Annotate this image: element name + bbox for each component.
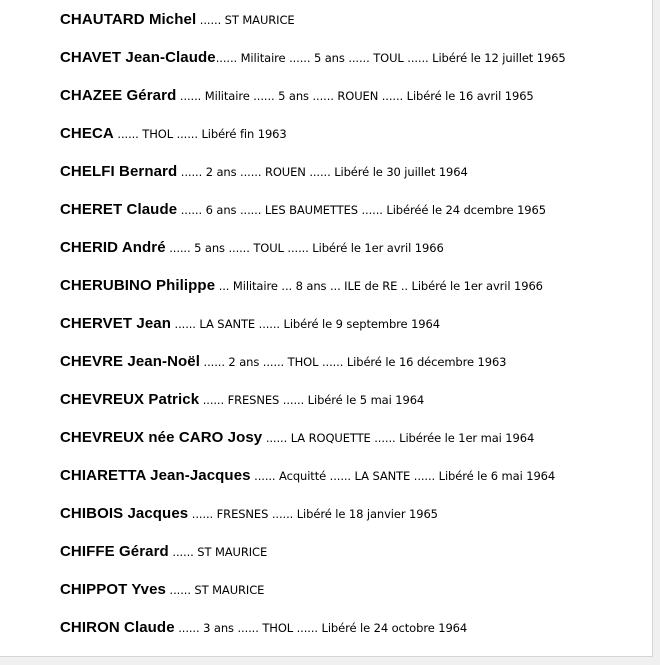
list-item bbox=[60, 314, 566, 352]
entry-detail: ...... LA SANTE ...... Libéré le 9 septembre 1964 bbox=[170, 317, 440, 331]
list-item bbox=[60, 428, 566, 466]
list-item bbox=[60, 86, 566, 124]
entry-detail: ...... ST MAURICE bbox=[165, 583, 265, 597]
list-item bbox=[60, 466, 566, 504]
entry-name: CHEVREUX née CARO Josy bbox=[60, 429, 263, 446]
entry-name: CHEVREUX Patrick bbox=[60, 391, 200, 408]
entry-name: CHIRON Claude bbox=[60, 619, 175, 636]
entry-detail: ...... 2 ans ...... THOL ...... Libéré le 16 décembre 1963 bbox=[199, 355, 507, 369]
entry-detail: ...... 3 ans ...... THOL ...... Libéré le 24 octobre 1964 bbox=[174, 621, 468, 635]
list-item bbox=[60, 352, 566, 390]
entry-name: CHAUTARD Michel bbox=[60, 11, 197, 28]
list-item bbox=[60, 542, 566, 580]
list-item bbox=[60, 200, 566, 238]
entry-detail: ...... ST MAURICE bbox=[196, 13, 295, 27]
entry-name: CHERVET Jean bbox=[60, 315, 171, 332]
entry-name: CHEVRE Jean-Noël bbox=[60, 353, 200, 370]
list-item bbox=[60, 10, 566, 48]
entry-detail: ...... THOL ...... Libéré fin 1963 bbox=[113, 127, 287, 141]
list-item bbox=[60, 238, 566, 276]
entry-detail: ... Militaire ... 8 ans ... ILE de RE .. Libéré le 1er avril 1966 bbox=[215, 279, 543, 293]
entry-name: CHIFFE Gérard bbox=[60, 543, 169, 560]
entry-detail: ...... 2 ans ...... ROUEN ...... Libéré le 30 juillet 1964 bbox=[177, 165, 468, 179]
entry-detail: ...... 5 ans ...... TOUL ...... Libéré le 1er avril 1966 bbox=[165, 241, 444, 255]
entry-name: CHAZEE Gérard bbox=[60, 87, 177, 104]
list-item bbox=[60, 124, 566, 162]
entry-detail: ...... Militaire ...... 5 ans ...... TOUL ...... Libéré le 12 juillet 1965 bbox=[215, 51, 566, 65]
entry-detail: ...... LA ROQUETTE ...... Libérée le 1er mai 1964 bbox=[262, 431, 535, 445]
window-bottom-edge bbox=[0, 657, 660, 665]
entry-detail: ...... Acquitté ...... LA SANTE ...... Libéré le 6 mai 1964 bbox=[250, 469, 556, 483]
entry-name: CHERUBINO Philippe bbox=[60, 277, 216, 294]
entry-name: CHERID André bbox=[60, 239, 166, 256]
entry-detail: ...... Militaire ...... 5 ans ...... ROUEN ...... Libéré le 16 avril 1965 bbox=[176, 89, 534, 103]
entry-name: CHECA bbox=[60, 125, 114, 142]
list-item bbox=[60, 580, 566, 618]
entry-name: CHIBOIS Jacques bbox=[60, 505, 189, 522]
list-item bbox=[60, 162, 566, 200]
list-item bbox=[60, 276, 566, 314]
window-right-edge bbox=[653, 0, 660, 665]
entry-detail: ...... ST MAURICE bbox=[168, 545, 268, 559]
entry-name: CHIPPOT Yves bbox=[60, 581, 166, 598]
list-item bbox=[60, 618, 566, 656]
entry-detail: ...... 6 ans ...... LES BAUMETTES ...... Libéréé le 24 dcembre 1965 bbox=[177, 203, 546, 217]
name-list bbox=[60, 10, 566, 656]
entry-name: CHERET Claude bbox=[60, 201, 178, 218]
list-item bbox=[60, 504, 566, 542]
list-item bbox=[60, 390, 566, 428]
list-item bbox=[60, 48, 566, 86]
entry-name: CHAVET Jean-Claude bbox=[60, 49, 216, 66]
entry-name: CHIARETTA Jean-Jacques bbox=[60, 467, 251, 484]
entry-detail: ...... FRESNES ...... Libéré le 5 mai 1964 bbox=[199, 393, 425, 407]
entry-detail: ...... FRESNES ...... Libéré le 18 janvier 1965 bbox=[188, 507, 438, 521]
entry-name: CHELFI Bernard bbox=[60, 163, 178, 180]
